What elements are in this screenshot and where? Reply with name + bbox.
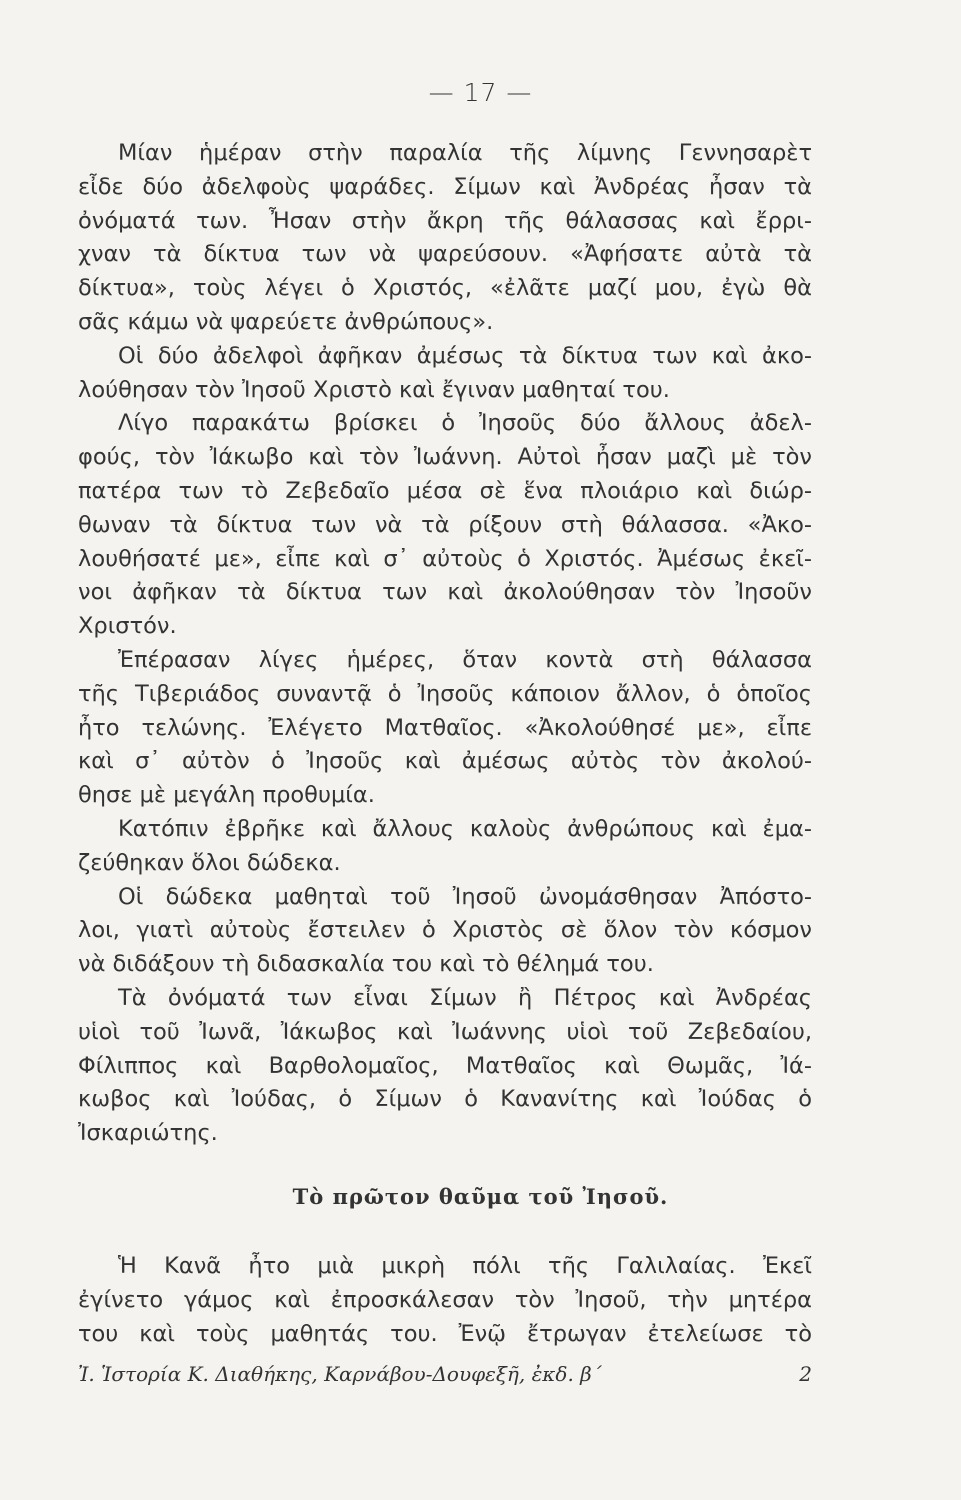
- text-line: Μίαν ἡμέραν στὴν παραλία τῆς λίμνης Γεννησαρὲτ: [118, 140, 812, 166]
- text-line: του καὶ τοὺς μαθητάς του. Ἐνῷ ἔτρωγαν ἐτελείωσε τὸ: [78, 1320, 812, 1347]
- text-line: ἐγίνετο γάμος καὶ ἐπροσκάλεσαν τὸν Ἰησοῦ, τὴν μητέρα: [78, 1286, 812, 1313]
- signature-mark: 2: [799, 1362, 812, 1386]
- text-line: νοι ἀφῆκαν τὰ δίκτυα των καὶ ἀκολούθησαν τὸν Ἰησοῦν: [78, 579, 812, 606]
- page-number: — 17 —: [428, 78, 533, 107]
- section-heading: Τὸ πρῶτον θαῦμα τοῦ Ἰησοῦ.: [292, 1184, 669, 1209]
- text-line: νὰ διδάξουν τὴ διδασκαλία του καὶ τὸ θέλημά του.: [78, 951, 654, 978]
- text-line: λοι, γιατὶ αὐτοὺς ἔστειλεν ὁ Χριστὸς σὲ ὅλον τὸν κόσμον: [78, 917, 812, 944]
- footer-citation: Ἰ. Ἱστορία Κ. Διαθήκης, Καρνάβου-Δουφεξῆ, ἐκδ. β´: [78, 1362, 602, 1386]
- main-text-block: [78, 137, 812, 1151]
- text-line: εἶδε δύο ἀδελφοὺς ψαράδες. Σίμων καὶ Ἀνδρέας ἦσαν τὰ: [78, 173, 812, 200]
- text-line: φούς, τὸν Ἰάκωβο καὶ τὸν Ἰωάννη. Αὐτοὶ ἦσαν μαζὶ μὲ τὸν: [78, 444, 812, 471]
- text-line: Ἰσκαριώτης.: [78, 1120, 218, 1147]
- text-line: Ἡ Κανᾶ ἦτο μιὰ μικρὴ πόλι τῆς Γαλιλαίας. Ἐκεῖ: [118, 1253, 812, 1279]
- text-line: δίκτυα», τοὺς λέγει ὁ Χριστός, «ἐλᾶτε μαζί μου, ἐγὼ θὰ: [78, 275, 812, 302]
- text-line: καὶ σ᾽ αὐτὸν ὁ Ἰησοῦς καὶ ἀμέσως αὐτὸς τὸν ἀκολού-: [78, 748, 812, 775]
- text-line: ὀνόματά των. Ἦσαν στὴν ἄκρη τῆς θάλασσας καὶ ἔρρι-: [78, 207, 812, 234]
- text-line: ζεύθηκαν ὅλοι δώδεκα.: [78, 849, 341, 876]
- text-line: Τὰ ὀνόματά των εἶναι Σίμων ἢ Πέτρος καὶ Ἀνδρέας: [118, 984, 812, 1011]
- text-line: θησε μὲ μεγάλη προθυμία.: [78, 782, 375, 809]
- text-line: Οἱ δώδεκα μαθηταὶ τοῦ Ἰησοῦ ὠνομάσθησαν Ἀπόστο-: [118, 883, 812, 910]
- text-line: λουθήσατέ με», εἶπε καὶ σ᾽ αὐτοὺς ὁ Χριστός. Ἀμέσως ἐκεῖ-: [78, 545, 812, 572]
- text-line: Φίλιππος καὶ Βαρθολομαῖος, Ματθαῖος καὶ Θωμᾶς, Ἰά-: [78, 1052, 812, 1079]
- text-line: Ἐπέρασαν λίγες ἡμέρες, ὅταν κοντὰ στὴ θάλασσα: [118, 646, 812, 673]
- text-line: τῆς Τιβεριάδος συναντᾷ ὁ Ἰησοῦς κάποιον ἄλλον, ὁ ὁποῖος: [78, 680, 812, 707]
- text-line: Χριστόν.: [78, 613, 177, 640]
- text-line: πατέρα των τὸ Ζεβεδαῖο μέσα σὲ ἕνα πλοιάριο καὶ διώρ-: [78, 477, 812, 504]
- text-line: κωβος καὶ Ἰούδας, ὁ Σίμων ὁ Κανανίτης καὶ Ἰούδας ὁ: [78, 1086, 812, 1113]
- text-line: χναν τὰ δίκτυα των νὰ ψαρεύσουν. «Ἀφήσατε αὐτὰ τὰ: [78, 241, 812, 268]
- text-line: σᾶς κάμω νὰ ψαρεύετε ἀνθρώπους».: [78, 308, 494, 335]
- text-line: υἱοὶ τοῦ Ἰωνᾶ, Ἰάκωβος καὶ Ἰωάννης υἱοὶ τοῦ Ζεβεδαίου,: [78, 1018, 812, 1045]
- text-line: Οἱ δύο ἀδελφοὶ ἀφῆκαν ἀμέσως τὰ δίκτυα των καὶ ἀκο-: [118, 342, 812, 369]
- page-footer: [78, 1362, 812, 1386]
- text-line: λούθησαν τὸν Ἰησοῦ Χριστὸ καὶ ἔγιναν μαθηταί του.: [78, 376, 670, 403]
- text-line: Λίγο παρακάτω βρίσκει ὁ Ἰησοῦς δύο ἄλλους ἀδελ-: [118, 410, 812, 437]
- text-line: Κατόπιν ἐβρῆκε καὶ ἄλλους καλοὺς ἀνθρώπους καὶ ἐμα-: [118, 815, 812, 842]
- text-line: θωναν τὰ δίκτυα των νὰ τὰ ρίξουν στὴ θάλασσα. «Ἀκο-: [78, 511, 812, 538]
- second-text-block: [78, 1250, 812, 1351]
- text-line: ἦτο τελώνης. Ἐλέγετο Ματθαῖος. «Ἀκολούθησέ με», εἶπε: [78, 714, 812, 741]
